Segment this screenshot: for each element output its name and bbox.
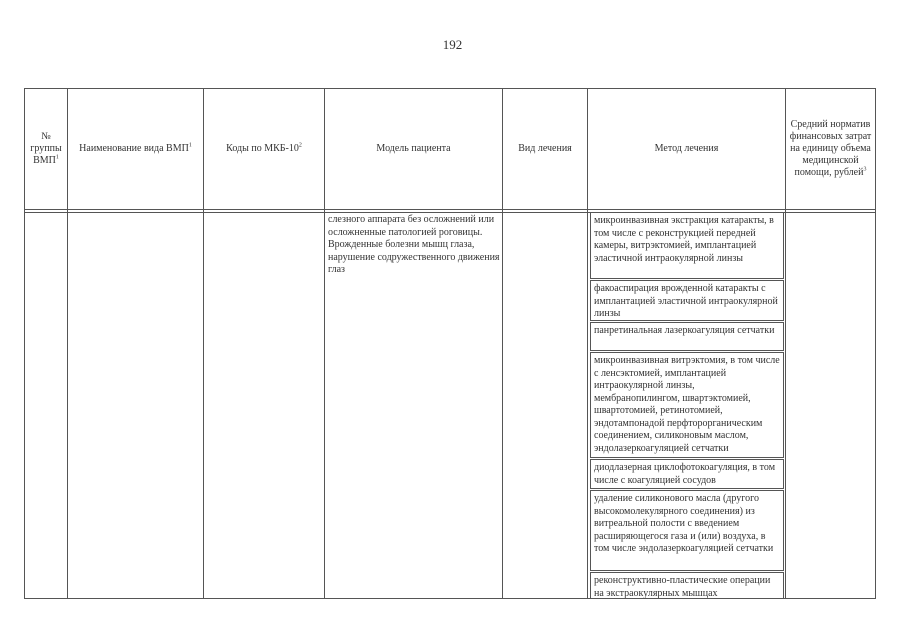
header-vmp-name: Наименование вида ВМП$^1$	[79, 142, 192, 154]
treatment-method-item: факоаспирация врожденной катаракты с имплантацией эластичной интраокулярной линзы	[590, 280, 784, 321]
header-mkb-codes: Коды по МКБ-$10^2$	[226, 142, 302, 154]
header-treatment-type: Вид лечения	[518, 143, 572, 154]
treatment-method-item: микроинвазивная витрэктомия, в том числе с ленсэктомией, имплантацией интраокулярной линзы, мембранопилингом, швартэктомией, швартотомией, ретинотомией, эндотампонадой перфторорганическим соединением, силиконовым маслом, эндолазеркоагуляцией сетчатки	[590, 352, 784, 458]
treatment-method-item: реконструктивно-пластические операции на экстраокулярных мышцах	[590, 572, 784, 599]
header-patient-model: Модель пациента	[376, 143, 451, 154]
header-divider	[24, 209, 876, 210]
treatment-method-item: микроинвазивная экстракция катаракты, в том числе с реконструкцией передней камеры, витрэктомией, имплантацией эластичной интраокулярной линзы	[590, 212, 784, 279]
page-number: 192	[442, 37, 463, 52]
header-treatment-method: Метод лечения	[654, 143, 719, 154]
header-group-no: № группы ВМП$^1$	[30, 131, 62, 166]
treatment-method-item: диодлазерная циклофотокоагуляция, в том числе с коагуляцией сосудов	[590, 459, 784, 489]
header-avg-cost: Средний норматив финансовых затрат на единицу объема медицинской помощи, рублей$^3$	[789, 119, 872, 178]
patient-model-cell: слезного аппарата без осложнений или осложненные патологией роговицы. Врожденные болезни мышц глаза, нарушение содружественного движения глаз	[328, 214, 500, 275]
treatment-method-item: панретинальная лазеркоагуляция сетчатки	[590, 322, 784, 351]
treatment-method-item: удаление силиконового масла (другого высокомолекулярного соединения) из витреальной полости с введением расширяющегося газа и (или) воздуха, в том числе эндолазеркоагуляцией сетчатки	[590, 490, 784, 571]
